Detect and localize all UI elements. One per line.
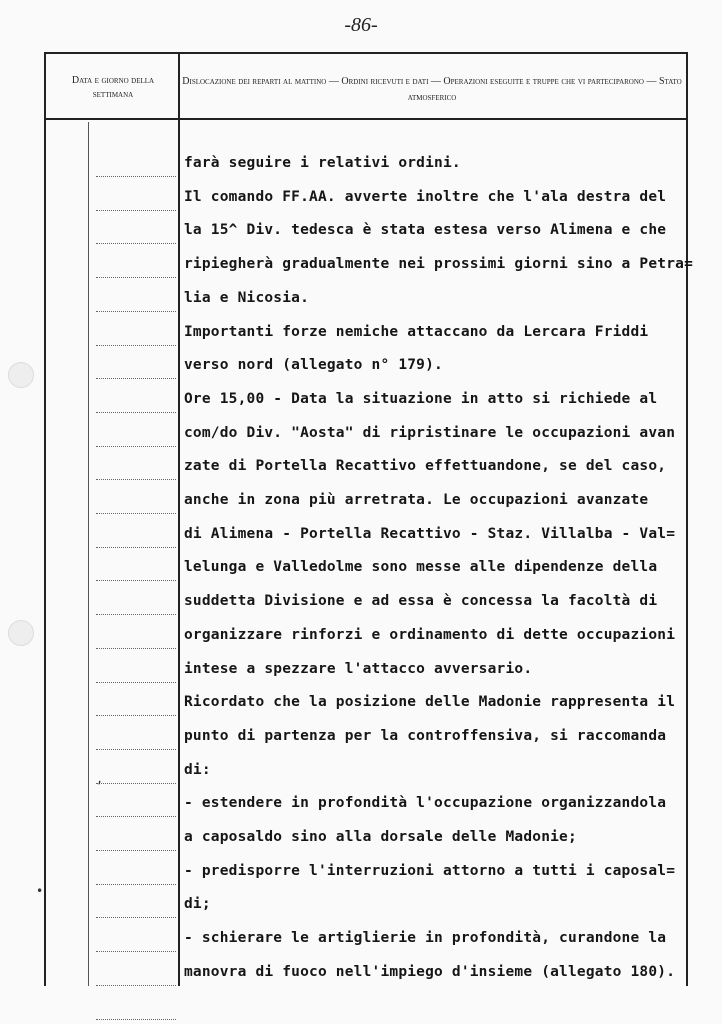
date-column-rule xyxy=(88,122,89,986)
punch-hole-bottom xyxy=(8,620,34,646)
date-rule-line xyxy=(96,446,176,447)
text-line: ripiegherà gradualmente nei prossimi giorni sino a Petra= xyxy=(184,256,693,273)
date-rule-line xyxy=(96,1019,176,1020)
text-line: Ricordato che la posizione delle Madonie rappresenta il xyxy=(184,694,676,711)
content-column-header: Dislocazione dei reparti al mattino — Ordini ricevuti e dati — Operazioni eseguite e truppe che vi parteciparono — Stato atmosferico xyxy=(182,76,682,103)
margin-tick-mark: • xyxy=(36,884,44,898)
text-line: anche in zona più arretrata. Le occupazioni avanzate xyxy=(184,492,649,508)
text-line: farà seguire i relativi ordini. xyxy=(184,155,461,171)
date-rule-line xyxy=(96,850,176,851)
text-line: intese a spezzare l'attacco avversario. xyxy=(184,660,533,677)
date-column-header: Data e giorno della settimana xyxy=(71,75,155,100)
date-rule-line xyxy=(96,412,176,413)
text-line: la 15^ Div. tedesca è stata estesa verso Alimena e che xyxy=(184,222,667,239)
date-rule-line xyxy=(96,917,176,918)
date-rule-line xyxy=(96,951,176,952)
text-line: - schierare le artiglierie in profondità, curandone la xyxy=(184,930,667,947)
text-line: a caposaldo sino alla dorsale delle Madonie; xyxy=(184,829,577,845)
text-line: suddetta Divisione e ad essa è concessa la facoltà di xyxy=(184,593,658,610)
date-rule-line xyxy=(96,783,176,784)
margin-tick-mark: , xyxy=(96,772,104,786)
date-rule-line xyxy=(96,715,176,716)
text-line: com/do Div. "Aosta" di ripristinare le occupazioni avan xyxy=(184,424,676,441)
text-line: verso nord (allegato n° 179). xyxy=(184,357,443,374)
date-rule-line xyxy=(96,210,176,211)
date-rule-line xyxy=(96,378,176,379)
date-rule-line xyxy=(96,311,176,312)
date-rule-line xyxy=(96,985,176,986)
date-rule-line xyxy=(96,243,176,244)
text-line: manovra di fuoco nell'impiego d'insieme (allegato 180). xyxy=(184,963,676,980)
date-rule-line xyxy=(96,816,176,817)
text-line: Il comando FF.AA. avverte inoltre che l'ala destra del xyxy=(184,188,667,205)
date-rule-line xyxy=(96,614,176,615)
date-rule-line xyxy=(96,682,176,683)
text-line: - estendere in profondità l'occupazione organizzandola xyxy=(184,795,667,812)
text-line: di: xyxy=(184,761,211,778)
date-rule-line xyxy=(96,547,176,548)
text-line: Ore 15,00 - Data la situazione in atto si richiede al xyxy=(184,390,658,407)
date-rule-line xyxy=(96,749,176,750)
text-line: punto di partenza per la controffensiva, si raccomanda xyxy=(184,727,667,744)
text-line: zate di Portella Recattivo effettuandone, se del caso, xyxy=(184,458,667,475)
date-rule-line xyxy=(96,176,176,177)
date-rule-line xyxy=(96,884,176,885)
page-number: -86- xyxy=(344,14,378,36)
date-rule-line xyxy=(96,345,176,346)
text-line: di Alimena - Portella Recattivo - Staz. Villalba - Val= xyxy=(184,525,676,542)
text-line: Importanti forze nemiche attaccano da Lercara Friddi xyxy=(184,323,649,340)
text-line: organizzare rinforzi e ordinamento di dette occupazioni xyxy=(184,626,676,643)
text-line: lia e Nicosia. xyxy=(184,289,310,306)
text-line: di; xyxy=(184,896,211,913)
date-rule-line xyxy=(96,479,176,480)
date-rule-line xyxy=(96,277,176,278)
text-line: lelunga e Valledolme sono messe alle dipendenze della xyxy=(184,559,658,576)
date-rule-line xyxy=(96,648,176,649)
column-divider xyxy=(178,54,180,986)
date-rule-line xyxy=(96,513,176,514)
header-divider xyxy=(46,118,686,120)
text-line: - predisporre l'interruzioni attorno a tutti i caposal= xyxy=(184,862,676,879)
date-rule-line xyxy=(96,580,176,581)
punch-hole-top xyxy=(8,362,34,388)
